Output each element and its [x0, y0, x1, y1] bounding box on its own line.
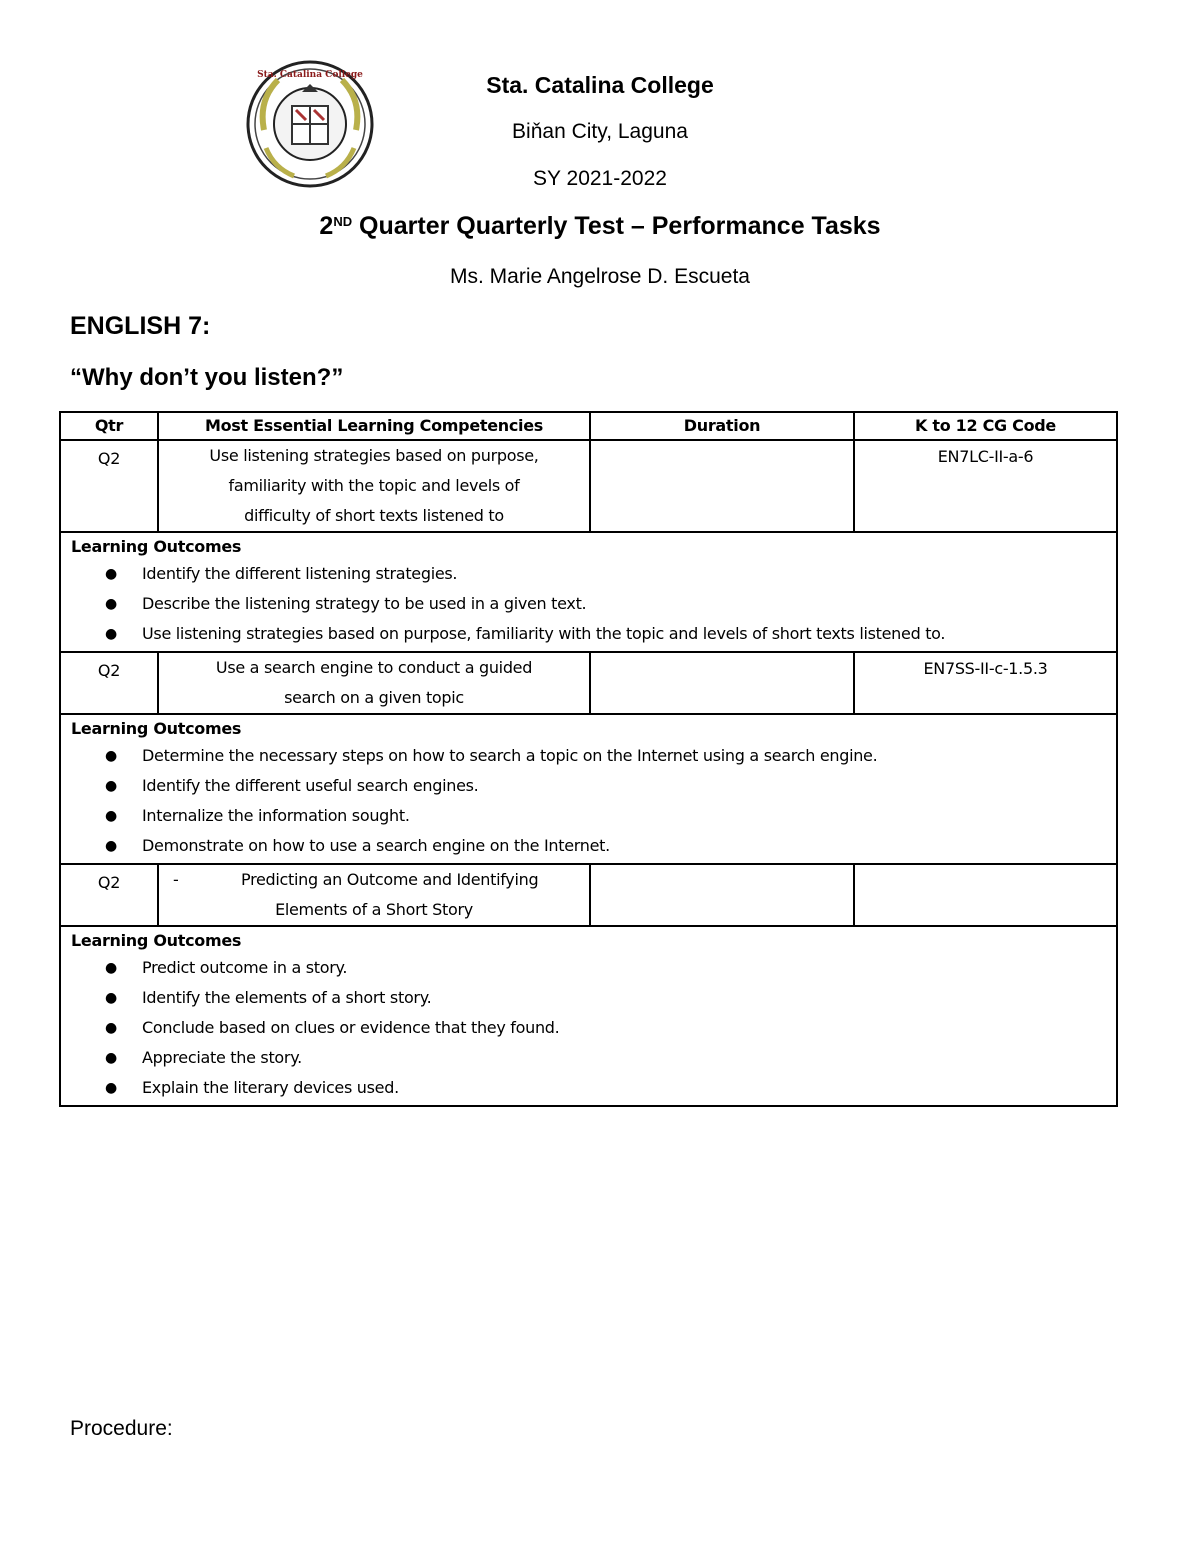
competency-line [159, 865, 589, 895]
topic-heading: “Why don’t you listen?” [70, 364, 344, 391]
outcome-text: Determine the necessary steps on how to search a topic on the Internet using a search engine. [142, 746, 878, 765]
test-title [0, 212, 1200, 241]
header-qtr: Qtr [60, 412, 158, 440]
subject-heading: ENGLISH 7: [70, 312, 211, 340]
list-item [71, 589, 1106, 619]
list-item [71, 619, 1106, 649]
outcomes-title: Learning Outcomes [71, 719, 242, 738]
list-item [71, 801, 1106, 831]
outcome-text: Use listening strategies based on purpose, familiarity with the topic and levels of short texts listened to. [142, 624, 946, 643]
outcome-text: Demonstrate on how to use a search engine on the Internet. [142, 836, 610, 855]
table-row [60, 864, 1117, 926]
cell-qtr: Q2 [60, 652, 158, 714]
list-item [71, 953, 1106, 983]
bullet-icon: ● [105, 596, 117, 612]
title-ordinal: ND [333, 214, 353, 229]
bullet-icon: ● [105, 1080, 117, 1096]
bullet-icon: ● [105, 838, 117, 854]
table-row [60, 652, 1117, 714]
cell-code: EN7LC-II-a-6 [854, 440, 1117, 532]
outcome-text: Appreciate the story. [142, 1048, 302, 1067]
outcome-text: Describe the listening strategy to be used in a given text. [142, 594, 587, 613]
procedure-label: Procedure: [70, 1417, 173, 1440]
table-header-row [60, 412, 1117, 440]
outcomes-list [71, 559, 1106, 649]
outcome-text: Predict outcome in a story. [142, 958, 348, 977]
cell-code [854, 864, 1117, 926]
header-competencies: Most Essential Learning Competencies [158, 412, 590, 440]
title-text: Quarter Quarterly Test – Performance Tasks [352, 212, 881, 240]
outcomes-list [71, 741, 1106, 861]
bullet-icon: ● [105, 808, 117, 824]
bullet-icon: ● [105, 990, 117, 1006]
logo-lettering: Sta. Catalina College [257, 70, 363, 80]
outcomes-row [60, 714, 1117, 864]
list-item [71, 831, 1106, 861]
outcome-text: Identify the different listening strategies. [142, 564, 458, 583]
list-item [71, 771, 1106, 801]
header-code: K to 12 CG Code [854, 412, 1117, 440]
outcomes-list [71, 953, 1106, 1103]
list-item [71, 1073, 1106, 1103]
school-year: SY 2021-2022 [533, 167, 667, 190]
cell-duration [590, 440, 854, 532]
list-item [71, 559, 1106, 589]
outcome-text: Explain the literary devices used. [142, 1078, 399, 1097]
list-item [71, 741, 1106, 771]
competencies-table [59, 411, 1118, 1107]
cell-qtr: Q2 [60, 440, 158, 532]
outcomes-cell [60, 714, 1117, 864]
bullet-icon: ● [105, 778, 117, 794]
outcomes-cell [60, 532, 1117, 652]
teacher-name: Ms. Marie Angelrose D. Escueta [450, 265, 750, 288]
bullet-icon: ● [105, 1020, 117, 1036]
cell-duration [590, 864, 854, 926]
competency-line: familiarity with the topic and levels of [228, 476, 520, 495]
competency-line-text: Predicting an Outcome and Identifying [241, 870, 539, 889]
outcome-text: Identify the different useful search engines. [142, 776, 479, 795]
outcomes-title: Learning Outcomes [71, 931, 242, 950]
header-duration: Duration [590, 412, 854, 440]
competency-dash: - [173, 870, 179, 889]
competency-line: Use listening strategies based on purpose, [209, 446, 539, 465]
bullet-icon: ● [105, 960, 117, 976]
table-row [60, 440, 1117, 532]
outcome-text: Conclude based on clues or evidence that they found. [142, 1018, 560, 1037]
outcomes-title: Learning Outcomes [71, 537, 242, 556]
outcome-text: Internalize the information sought. [142, 806, 410, 825]
list-item [71, 983, 1106, 1013]
competency-line: difficulty of short texts listened to [244, 506, 504, 525]
school-city: Biňan City, Laguna [512, 120, 688, 143]
competency-line: Use a search engine to conduct a guided [215, 658, 533, 677]
outcomes-cell [60, 926, 1117, 1106]
bullet-icon: ● [105, 1050, 117, 1066]
cell-competency [158, 440, 590, 532]
cell-competency [158, 864, 590, 926]
school-name: Sta. Catalina College [486, 72, 714, 98]
list-item [71, 1013, 1106, 1043]
competency-line: search on a given topic [284, 688, 464, 707]
outcomes-row [60, 532, 1117, 652]
outcome-text: Identify the elements of a short story. [142, 988, 432, 1007]
cell-code: EN7SS-II-c-1.5.3 [854, 652, 1117, 714]
outcomes-row [60, 926, 1117, 1106]
list-item [71, 1043, 1106, 1073]
bullet-icon: ● [105, 748, 117, 764]
cell-duration [590, 652, 854, 714]
cell-competency [158, 652, 590, 714]
bullet-icon: ● [105, 566, 117, 582]
cell-qtr: Q2 [60, 864, 158, 926]
competency-line: Elements of a Short Story [275, 900, 473, 919]
bullet-icon: ● [105, 626, 117, 642]
title-number: 2 [319, 212, 334, 240]
